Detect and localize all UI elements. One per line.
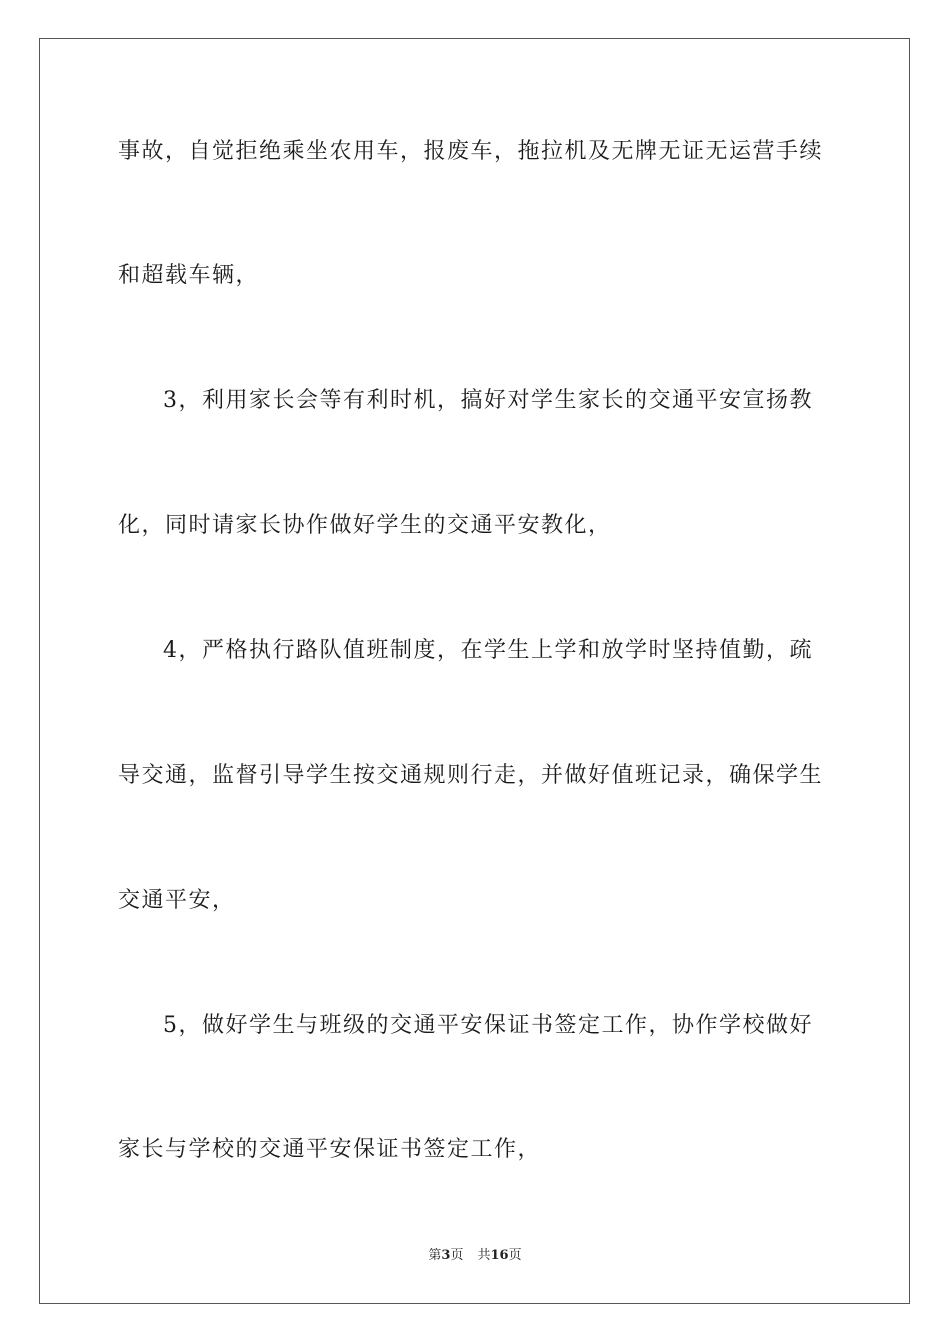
text-line: 3，利用家长会等有利时机，搞好对学生家长的交通平安宣扬教 (163, 388, 813, 413)
page-number: 3 (441, 1248, 451, 1263)
text-line: 4，严格执行路队值班制度，在学生上学和放学时坚持值勤，疏 (163, 638, 813, 663)
text-line: 事故，自觉拒绝乘坐农用车，报废车，拖拉机及无牌无证无运营手续 (118, 139, 824, 164)
text-line: 和超载车辆， (118, 263, 260, 288)
page-footer (0, 1247, 950, 1265)
text-line: 家长与学校的交通平安保证书签定工作， (118, 1137, 542, 1162)
total-prefix: 共 (477, 1248, 491, 1263)
total-pages: 16 (490, 1248, 509, 1263)
page-prefix: 第 (428, 1248, 442, 1263)
text-line: 5，做好学生与班级的交通平安保证书签定工作，协作学校做好 (163, 1013, 813, 1038)
page-suffix: 页 (450, 1248, 464, 1263)
page-border (39, 38, 910, 1304)
text-line: 导交通，监督引导学生按交通规则行走，并做好值班记录，确保学生 (118, 763, 824, 788)
total-suffix: 页 (508, 1248, 522, 1263)
text-line: 化，同时请家长协作做好学生的交通平安教化， (118, 513, 612, 538)
text-line: 交通平安， (118, 888, 236, 913)
